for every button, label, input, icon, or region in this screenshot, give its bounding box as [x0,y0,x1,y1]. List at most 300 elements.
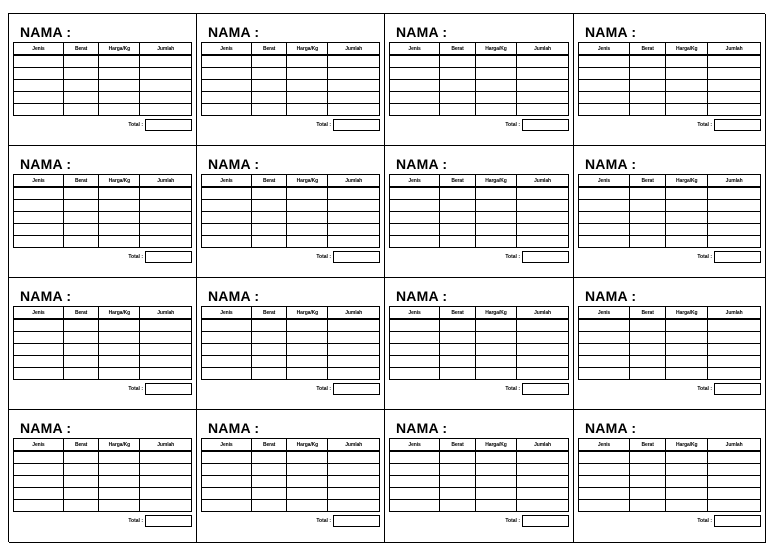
table-cell[interactable] [579,319,630,332]
table-cell[interactable] [708,464,761,476]
total-field[interactable] [333,515,380,527]
table-cell[interactable] [287,187,328,200]
table-cell[interactable] [708,187,761,200]
table-cell[interactable] [708,368,761,380]
table-cell[interactable] [517,332,569,344]
table-cell[interactable] [328,80,380,92]
table-cell[interactable] [63,104,99,116]
table-cell[interactable] [475,368,516,380]
table-cell[interactable] [140,476,192,488]
table-cell[interactable] [579,92,630,104]
total-field[interactable] [145,119,192,131]
table-cell[interactable] [287,368,328,380]
table-cell[interactable] [287,344,328,356]
table-cell[interactable] [440,344,476,356]
table-cell[interactable] [202,80,252,92]
table-cell[interactable] [140,368,192,380]
table-cell[interactable] [14,332,64,344]
table-cell[interactable] [475,451,516,464]
total-field[interactable] [714,251,761,263]
table-cell[interactable] [287,104,328,116]
table-cell[interactable] [14,476,64,488]
table-cell[interactable] [517,356,569,368]
table-cell[interactable] [202,332,252,344]
table-cell[interactable] [629,476,665,488]
table-cell[interactable] [579,368,630,380]
table-cell[interactable] [99,332,140,344]
table-cell[interactable] [63,80,99,92]
total-field[interactable] [333,251,380,263]
table-cell[interactable] [251,368,287,380]
table-cell[interactable] [390,200,440,212]
table-cell[interactable] [99,344,140,356]
table-cell[interactable] [63,68,99,80]
table-cell[interactable] [140,344,192,356]
table-cell[interactable] [708,224,761,236]
table-cell[interactable] [251,332,287,344]
table-cell[interactable] [63,224,99,236]
table-cell[interactable] [666,68,708,80]
table-cell[interactable] [475,68,516,80]
table-cell[interactable] [440,224,476,236]
table-cell[interactable] [475,319,516,332]
table-cell[interactable] [440,187,476,200]
table-cell[interactable] [390,80,440,92]
table-cell[interactable] [251,104,287,116]
table-cell[interactable] [328,224,380,236]
table-cell[interactable] [99,68,140,80]
table-cell[interactable] [140,200,192,212]
total-field[interactable] [522,251,569,263]
table-cell[interactable] [517,236,569,248]
table-cell[interactable] [666,224,708,236]
table-cell[interactable] [390,212,440,224]
table-cell[interactable] [475,236,516,248]
table-cell[interactable] [251,464,287,476]
table-cell[interactable] [251,236,287,248]
table-cell[interactable] [287,212,328,224]
table-cell[interactable] [99,236,140,248]
table-cell[interactable] [517,187,569,200]
table-cell[interactable] [140,187,192,200]
table-cell[interactable] [579,488,630,500]
table-cell[interactable] [390,332,440,344]
table-cell[interactable] [140,224,192,236]
table-cell[interactable] [140,332,192,344]
table-cell[interactable] [666,344,708,356]
table-cell[interactable] [251,187,287,200]
table-cell[interactable] [440,68,476,80]
table-cell[interactable] [328,344,380,356]
table-cell[interactable] [629,224,665,236]
table-cell[interactable] [287,500,328,512]
table-cell[interactable] [629,212,665,224]
table-cell[interactable] [202,451,252,464]
table-cell[interactable] [251,80,287,92]
table-cell[interactable] [517,104,569,116]
table-cell[interactable] [708,488,761,500]
table-cell[interactable] [287,68,328,80]
table-cell[interactable] [666,451,708,464]
table-cell[interactable] [666,319,708,332]
table-cell[interactable] [517,500,569,512]
table-cell[interactable] [14,356,64,368]
table-cell[interactable] [251,68,287,80]
table-cell[interactable] [517,319,569,332]
table-cell[interactable] [99,319,140,332]
table-cell[interactable] [287,356,328,368]
total-field[interactable] [145,515,192,527]
table-cell[interactable] [440,476,476,488]
table-cell[interactable] [99,80,140,92]
table-cell[interactable] [328,200,380,212]
table-cell[interactable] [14,55,64,68]
table-cell[interactable] [708,92,761,104]
table-cell[interactable] [287,476,328,488]
table-cell[interactable] [202,500,252,512]
total-field[interactable] [714,119,761,131]
table-cell[interactable] [328,476,380,488]
table-cell[interactable] [14,451,64,464]
table-cell[interactable] [390,464,440,476]
table-cell[interactable] [140,104,192,116]
table-cell[interactable] [99,500,140,512]
table-cell[interactable] [579,224,630,236]
table-cell[interactable] [202,55,252,68]
table-cell[interactable] [328,236,380,248]
table-cell[interactable] [629,464,665,476]
table-cell[interactable] [14,68,64,80]
table-cell[interactable] [629,332,665,344]
table-cell[interactable] [14,319,64,332]
table-cell[interactable] [440,488,476,500]
table-cell[interactable] [328,92,380,104]
table-cell[interactable] [202,92,252,104]
table-cell[interactable] [287,200,328,212]
table-cell[interactable] [579,68,630,80]
table-cell[interactable] [63,319,99,332]
table-cell[interactable] [287,224,328,236]
table-cell[interactable] [517,344,569,356]
table-cell[interactable] [708,80,761,92]
total-field[interactable] [145,251,192,263]
table-cell[interactable] [14,80,64,92]
table-cell[interactable] [140,68,192,80]
table-cell[interactable] [390,356,440,368]
table-cell[interactable] [14,212,64,224]
table-cell[interactable] [390,104,440,116]
table-cell[interactable] [390,476,440,488]
table-cell[interactable] [63,488,99,500]
table-cell[interactable] [708,344,761,356]
total-field[interactable] [714,383,761,395]
table-cell[interactable] [63,236,99,248]
table-cell[interactable] [390,187,440,200]
table-cell[interactable] [579,236,630,248]
table-cell[interactable] [99,104,140,116]
table-cell[interactable] [287,236,328,248]
table-cell[interactable] [14,344,64,356]
table-cell[interactable] [708,55,761,68]
table-cell[interactable] [287,332,328,344]
table-cell[interactable] [708,451,761,464]
table-cell[interactable] [440,104,476,116]
table-cell[interactable] [287,451,328,464]
total-field[interactable] [522,383,569,395]
table-cell[interactable] [202,464,252,476]
table-cell[interactable] [440,55,476,68]
table-cell[interactable] [63,92,99,104]
table-cell[interactable] [328,212,380,224]
table-cell[interactable] [475,187,516,200]
table-cell[interactable] [629,344,665,356]
table-cell[interactable] [629,187,665,200]
table-cell[interactable] [328,332,380,344]
table-cell[interactable] [140,451,192,464]
table-cell[interactable] [475,464,516,476]
table-cell[interactable] [629,356,665,368]
table-cell[interactable] [328,68,380,80]
table-cell[interactable] [629,55,665,68]
table-cell[interactable] [251,488,287,500]
total-field[interactable] [145,383,192,395]
table-cell[interactable] [140,80,192,92]
table-cell[interactable] [63,368,99,380]
table-cell[interactable] [579,356,630,368]
table-cell[interactable] [708,236,761,248]
table-cell[interactable] [629,236,665,248]
table-cell[interactable] [517,464,569,476]
table-cell[interactable] [666,476,708,488]
table-cell[interactable] [328,488,380,500]
table-cell[interactable] [251,319,287,332]
table-cell[interactable] [328,451,380,464]
table-cell[interactable] [140,236,192,248]
table-cell[interactable] [202,356,252,368]
table-cell[interactable] [666,200,708,212]
table-cell[interactable] [475,80,516,92]
table-cell[interactable] [666,236,708,248]
table-cell[interactable] [140,55,192,68]
table-cell[interactable] [202,200,252,212]
table-cell[interactable] [63,500,99,512]
table-cell[interactable] [629,68,665,80]
table-cell[interactable] [251,476,287,488]
table-cell[interactable] [440,200,476,212]
table-cell[interactable] [202,236,252,248]
table-cell[interactable] [390,92,440,104]
table-cell[interactable] [517,224,569,236]
table-cell[interactable] [440,332,476,344]
table-cell[interactable] [99,187,140,200]
table-cell[interactable] [14,464,64,476]
table-cell[interactable] [517,212,569,224]
table-cell[interactable] [328,104,380,116]
table-cell[interactable] [666,368,708,380]
table-cell[interactable] [99,476,140,488]
table-cell[interactable] [140,500,192,512]
table-cell[interactable] [99,224,140,236]
table-cell[interactable] [517,200,569,212]
table-cell[interactable] [251,356,287,368]
table-cell[interactable] [579,476,630,488]
table-cell[interactable] [99,368,140,380]
table-cell[interactable] [14,500,64,512]
table-cell[interactable] [440,356,476,368]
table-cell[interactable] [440,236,476,248]
table-cell[interactable] [14,488,64,500]
table-cell[interactable] [99,92,140,104]
table-cell[interactable] [328,500,380,512]
table-cell[interactable] [579,187,630,200]
table-cell[interactable] [579,212,630,224]
table-cell[interactable] [99,488,140,500]
total-field[interactable] [714,515,761,527]
table-cell[interactable] [63,332,99,344]
table-cell[interactable] [629,488,665,500]
table-cell[interactable] [440,80,476,92]
table-cell[interactable] [63,356,99,368]
table-cell[interactable] [63,212,99,224]
table-cell[interactable] [440,368,476,380]
table-cell[interactable] [251,212,287,224]
table-cell[interactable] [708,319,761,332]
table-cell[interactable] [202,187,252,200]
table-cell[interactable] [475,212,516,224]
table-cell[interactable] [287,488,328,500]
table-cell[interactable] [202,488,252,500]
table-cell[interactable] [579,464,630,476]
table-cell[interactable] [390,224,440,236]
table-cell[interactable] [390,319,440,332]
table-cell[interactable] [140,356,192,368]
table-cell[interactable] [390,500,440,512]
total-field[interactable] [522,119,569,131]
table-cell[interactable] [629,92,665,104]
table-cell[interactable] [390,451,440,464]
table-cell[interactable] [475,332,516,344]
table-cell[interactable] [14,200,64,212]
table-cell[interactable] [328,356,380,368]
table-cell[interactable] [390,488,440,500]
table-cell[interactable] [251,92,287,104]
table-cell[interactable] [14,236,64,248]
table-cell[interactable] [629,319,665,332]
table-cell[interactable] [14,104,64,116]
table-cell[interactable] [287,92,328,104]
table-cell[interactable] [708,500,761,512]
table-cell[interactable] [475,92,516,104]
table-cell[interactable] [63,476,99,488]
table-cell[interactable] [99,464,140,476]
table-cell[interactable] [579,200,630,212]
table-cell[interactable] [579,332,630,344]
table-cell[interactable] [140,92,192,104]
table-cell[interactable] [390,344,440,356]
table-cell[interactable] [140,212,192,224]
table-cell[interactable] [287,80,328,92]
table-cell[interactable] [629,368,665,380]
table-cell[interactable] [202,476,252,488]
table-cell[interactable] [202,68,252,80]
table-cell[interactable] [475,224,516,236]
table-cell[interactable] [202,344,252,356]
table-cell[interactable] [251,200,287,212]
table-cell[interactable] [14,92,64,104]
table-cell[interactable] [63,187,99,200]
table-cell[interactable] [99,200,140,212]
table-cell[interactable] [14,187,64,200]
table-cell[interactable] [63,55,99,68]
table-cell[interactable] [666,500,708,512]
table-cell[interactable] [475,200,516,212]
table-cell[interactable] [202,368,252,380]
table-cell[interactable] [440,500,476,512]
table-cell[interactable] [99,212,140,224]
table-cell[interactable] [63,200,99,212]
table-cell[interactable] [517,476,569,488]
table-cell[interactable] [708,104,761,116]
table-cell[interactable] [579,344,630,356]
table-cell[interactable] [666,464,708,476]
table-cell[interactable] [475,344,516,356]
table-cell[interactable] [440,92,476,104]
table-cell[interactable] [579,500,630,512]
table-cell[interactable] [440,451,476,464]
table-cell[interactable] [202,224,252,236]
table-cell[interactable] [475,356,516,368]
table-cell[interactable] [708,200,761,212]
table-cell[interactable] [475,488,516,500]
table-cell[interactable] [517,488,569,500]
table-cell[interactable] [579,104,630,116]
table-cell[interactable] [14,224,64,236]
table-cell[interactable] [202,212,252,224]
table-cell[interactable] [629,80,665,92]
table-cell[interactable] [140,319,192,332]
table-cell[interactable] [666,104,708,116]
table-cell[interactable] [99,55,140,68]
table-cell[interactable] [440,212,476,224]
table-cell[interactable] [287,464,328,476]
table-cell[interactable] [328,187,380,200]
table-cell[interactable] [63,451,99,464]
table-cell[interactable] [517,368,569,380]
total-field[interactable] [333,383,380,395]
table-cell[interactable] [328,464,380,476]
table-cell[interactable] [666,488,708,500]
table-cell[interactable] [629,104,665,116]
table-cell[interactable] [517,55,569,68]
table-cell[interactable] [475,476,516,488]
table-cell[interactable] [708,68,761,80]
table-cell[interactable] [708,356,761,368]
table-cell[interactable] [202,319,252,332]
total-field[interactable] [333,119,380,131]
table-cell[interactable] [440,319,476,332]
table-cell[interactable] [287,55,328,68]
table-cell[interactable] [140,464,192,476]
table-cell[interactable] [390,236,440,248]
table-cell[interactable] [666,55,708,68]
table-cell[interactable] [99,356,140,368]
table-cell[interactable] [517,80,569,92]
table-cell[interactable] [708,332,761,344]
table-cell[interactable] [517,92,569,104]
table-cell[interactable] [140,488,192,500]
table-cell[interactable] [579,80,630,92]
table-cell[interactable] [63,344,99,356]
